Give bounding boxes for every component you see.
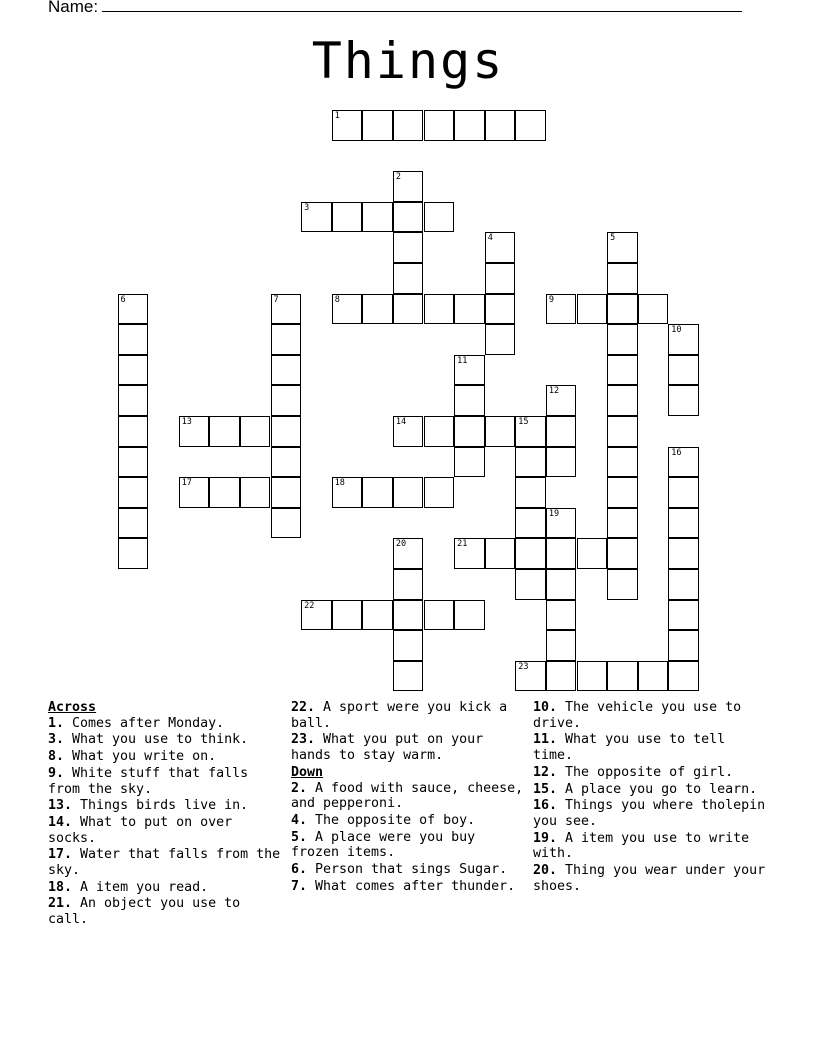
grid-cell[interactable] (607, 661, 638, 692)
grid-cell[interactable] (393, 661, 424, 692)
clue (291, 862, 529, 878)
page-title: Things (311, 32, 505, 90)
grid-cell[interactable] (546, 294, 577, 325)
grid-cell[interactable] (668, 324, 699, 355)
grid-cell[interactable] (393, 416, 424, 447)
grid-cell[interactable] (515, 508, 546, 539)
grid-cell[interactable] (485, 263, 516, 294)
grid-cell[interactable] (301, 600, 332, 631)
grid-cell[interactable] (454, 416, 485, 447)
grid-cell[interactable] (118, 508, 149, 539)
grid-cell[interactable] (485, 294, 516, 325)
clue-text: The opposite of boy. (307, 812, 476, 828)
clue-text: Things you where tholepin you see. (533, 798, 766, 829)
grid-cell[interactable] (546, 600, 577, 631)
clue (291, 830, 529, 861)
grid-cell[interactable] (332, 202, 363, 233)
grid-cell[interactable] (607, 569, 638, 600)
clue-number: 19 (548, 508, 560, 519)
clue-number: 13. (48, 798, 73, 814)
grid-cell[interactable] (118, 477, 149, 508)
clues-column-1 (48, 700, 286, 929)
clue-number: 18. (48, 879, 73, 895)
grid-cell[interactable] (301, 202, 332, 233)
clue-number: 15 (518, 417, 529, 427)
grid-cell[interactable] (332, 477, 363, 508)
grid-cell[interactable] (179, 416, 210, 447)
grid-cell[interactable] (332, 294, 363, 325)
grid-cell[interactable] (271, 416, 302, 447)
clue-number: 5. (291, 829, 308, 845)
grid-cell[interactable] (668, 447, 699, 478)
grid-cell[interactable] (209, 477, 240, 508)
grid-cell[interactable] (577, 294, 608, 325)
clue-text: What to put on over socks. (48, 814, 233, 846)
grid-cell[interactable] (546, 508, 577, 539)
clue-number: 2. (291, 780, 308, 796)
grid-cell[interactable] (118, 294, 149, 325)
grid-cell[interactable] (485, 538, 516, 569)
clue-text: The vehicle you use to drive. (533, 700, 742, 731)
grid-cell[interactable] (515, 477, 546, 508)
grid-cell[interactable] (362, 202, 393, 233)
grid-cell[interactable] (577, 661, 608, 692)
grid-cell[interactable] (332, 600, 363, 631)
grid-cell[interactable] (362, 477, 393, 508)
grid-cell[interactable] (607, 538, 638, 569)
grid-cell[interactable] (393, 600, 424, 631)
down-clue-list (291, 781, 529, 895)
clue (533, 700, 771, 731)
grid-cell[interactable] (271, 447, 302, 478)
grid-cell[interactable] (607, 508, 638, 539)
grid-cell[interactable] (393, 263, 424, 294)
clue (48, 896, 286, 927)
grid-cell[interactable] (454, 600, 485, 631)
grid-cell[interactable] (454, 355, 485, 386)
grid-cell[interactable] (424, 202, 455, 233)
clue-text: What you use to tell time. (533, 732, 726, 764)
clue-text: What comes after thunder. (307, 878, 516, 894)
grid-cell[interactable] (515, 447, 546, 478)
grid-cell[interactable] (607, 355, 638, 386)
grid-cell[interactable] (668, 477, 699, 508)
grid-cell[interactable] (118, 416, 149, 447)
clue-text: A item you read. (72, 879, 209, 895)
grid-cell[interactable] (607, 294, 638, 325)
clue (533, 782, 771, 798)
grid-cell[interactable] (607, 232, 638, 263)
clue (291, 879, 529, 895)
clue (48, 749, 286, 765)
grid-cell[interactable] (485, 110, 516, 141)
grid-cell[interactable] (668, 538, 699, 569)
grid-cell[interactable] (393, 232, 424, 263)
grid-cell[interactable] (424, 600, 455, 631)
clue (533, 732, 771, 763)
clue-number: 3. (48, 732, 65, 748)
clue (291, 781, 529, 812)
across-clue-list-continued (291, 700, 529, 764)
clue-number: 6. (291, 862, 308, 878)
grid-cell[interactable] (424, 477, 455, 508)
grid-cell[interactable] (424, 416, 455, 447)
clue-number: 16. (533, 798, 558, 814)
clue-text: The opposite of girl. (557, 764, 734, 780)
clue-number: 4 (487, 233, 493, 244)
grid-cell[interactable] (362, 600, 393, 631)
grid-cell[interactable] (393, 110, 424, 141)
clue (48, 847, 286, 878)
grid-cell[interactable] (668, 569, 699, 600)
clue-number: 1 (334, 111, 340, 121)
grid-cell[interactable] (515, 661, 546, 692)
clue-number: 22. (291, 700, 316, 715)
clue-number: 23. (291, 732, 316, 748)
clue-number: 14 (395, 417, 407, 427)
grid-cell[interactable] (668, 661, 699, 692)
clue (291, 700, 529, 731)
grid-cell[interactable] (240, 477, 271, 508)
clue-number: 1. (48, 715, 65, 731)
grid-cell[interactable] (118, 324, 149, 355)
clue-number: 4. (291, 812, 308, 828)
clue (533, 798, 771, 829)
grid-cell[interactable] (668, 385, 699, 416)
grid-cell[interactable] (118, 447, 149, 478)
grid-cell[interactable] (393, 202, 424, 233)
grid-cell[interactable] (424, 294, 455, 325)
grid-cell[interactable] (485, 232, 516, 263)
clue (48, 798, 286, 814)
grid-cell[interactable] (485, 416, 516, 447)
grid-cell[interactable] (118, 355, 149, 386)
clue-number: 21. (48, 896, 73, 912)
down-clue-list-continued (533, 700, 771, 894)
clue-number: 16 (671, 447, 682, 458)
grid-cell[interactable] (209, 416, 240, 447)
grid-cell[interactable] (546, 661, 577, 692)
grid-cell[interactable] (271, 385, 302, 416)
grid-cell[interactable] (546, 385, 577, 416)
clue-text: White stuff that falls from the sky. (48, 765, 249, 797)
clue-number: 5 (610, 233, 616, 244)
grid-cell[interactable] (454, 294, 485, 325)
clue (533, 863, 771, 894)
grid-cell[interactable] (607, 324, 638, 355)
clue-number: 7 (273, 294, 279, 305)
grid-cell[interactable] (240, 416, 271, 447)
grid-cell[interactable] (577, 538, 608, 569)
grid-cell[interactable] (546, 630, 577, 661)
grid-cell[interactable] (393, 569, 424, 600)
clue-number: 21 (457, 539, 468, 550)
grid-cell[interactable] (546, 416, 577, 447)
grid-cell[interactable] (485, 324, 516, 355)
clue-number: 20. (533, 863, 558, 879)
grid-cell[interactable] (271, 324, 302, 355)
grid-cell[interactable] (393, 538, 424, 569)
grid-cell[interactable] (638, 661, 669, 692)
clue-text: A sport were you kick a ball. (291, 700, 508, 731)
across-clue-list (48, 716, 286, 928)
clue-number: 9 (548, 294, 555, 305)
grid-cell[interactable] (362, 294, 393, 325)
clue (48, 716, 286, 732)
clue (48, 815, 286, 846)
grid-cell[interactable] (515, 538, 546, 569)
clue-number: 11. (533, 732, 558, 748)
grid-cell[interactable] (179, 477, 210, 508)
clue-text: What you use to think. (64, 732, 249, 748)
grid-cell[interactable] (362, 110, 393, 141)
grid-cell[interactable] (393, 294, 424, 325)
grid-cell[interactable] (271, 477, 302, 508)
clue-number: 10. (533, 700, 558, 715)
grid-cell[interactable] (515, 569, 546, 600)
clue-number: 6 (120, 294, 126, 305)
grid-cell[interactable] (454, 447, 485, 478)
clue (48, 880, 286, 896)
clue-text: What you put on your hands to stay warm. (291, 732, 484, 764)
grid-cell[interactable] (118, 538, 149, 569)
clue-number: 9. (48, 765, 65, 781)
clue-number: 2 (395, 172, 402, 183)
grid-cell[interactable] (515, 416, 546, 447)
clue-number: 12. (533, 764, 558, 780)
grid-cell[interactable] (271, 508, 302, 539)
clue (291, 732, 529, 763)
name-label: Name: (48, 0, 99, 16)
grid-cell[interactable] (607, 447, 638, 478)
down-header: Down (291, 764, 324, 780)
grid-cell[interactable] (332, 110, 363, 141)
grid-cell[interactable] (118, 385, 149, 416)
grid-cell[interactable] (668, 630, 699, 661)
clue (48, 766, 286, 797)
clue-text: A place were you buy frozen items. (291, 829, 476, 861)
clue-text: Person that sings Sugar. (307, 862, 508, 878)
clue-text: What you write on. (64, 749, 217, 765)
clue (291, 813, 529, 829)
grid-cell[interactable] (668, 355, 699, 386)
clue-number: 19. (533, 830, 558, 846)
grid-cell[interactable] (668, 600, 699, 631)
clue (48, 732, 286, 748)
clue-text: Water that falls from the sky. (48, 847, 281, 879)
grid-cell[interactable] (454, 110, 485, 141)
clue-number: 11 (457, 355, 468, 366)
grid-cell[interactable] (607, 385, 638, 416)
grid-cell[interactable] (607, 477, 638, 508)
grid-cell[interactable] (454, 538, 485, 569)
grid-cell[interactable] (271, 355, 302, 386)
clues-column-3 (533, 700, 771, 895)
clue-number: 20 (395, 539, 407, 550)
grid-cell[interactable] (393, 171, 424, 202)
clue (533, 765, 771, 781)
clue-number: 8 (334, 294, 340, 305)
grid-cell[interactable] (638, 294, 669, 325)
grid-cell[interactable] (546, 569, 577, 600)
grid-cell[interactable] (393, 477, 424, 508)
grid-cell[interactable] (668, 508, 699, 539)
clue-number: 18 (334, 478, 345, 489)
clue-number: 13 (181, 417, 192, 427)
clue (533, 831, 771, 862)
clue-text: Things birds live in. (72, 798, 249, 814)
grid-cell[interactable] (271, 294, 302, 325)
grid-cell[interactable] (393, 630, 424, 661)
clue-text: A item you use to write with. (533, 830, 750, 862)
clue-text: A place you go to learn. (557, 781, 758, 797)
clue-text: An object you use to call. (48, 896, 241, 928)
clue-number: 17 (181, 478, 192, 489)
clue-number: 7. (291, 878, 308, 894)
clue-number: 8. (48, 749, 65, 765)
clue-text: Comes after Monday. (64, 715, 225, 731)
grid-cell[interactable] (607, 416, 638, 447)
grid-cell[interactable] (607, 263, 638, 294)
clue-number: 17. (48, 847, 73, 863)
clues-column-2 (291, 700, 529, 895)
clue-text: A food with sauce, cheese, and pepperoni. (291, 780, 524, 812)
clue-number: 22 (304, 600, 315, 611)
clue-number: 14. (48, 814, 73, 830)
clue-number: 3 (304, 202, 310, 213)
grid-cell[interactable] (515, 110, 546, 141)
clue-text: Thing you wear under your shoes. (533, 863, 766, 894)
clue-number: 23 (518, 661, 529, 672)
clue-number: 12 (548, 386, 560, 397)
clue-number: 10 (671, 325, 682, 336)
grid-cell[interactable] (454, 385, 485, 416)
grid-cell[interactable] (546, 447, 577, 478)
across-header: Across (48, 700, 97, 715)
clue-number: 15. (533, 781, 558, 797)
grid-cell[interactable] (424, 110, 455, 141)
grid-cell[interactable] (546, 538, 577, 569)
